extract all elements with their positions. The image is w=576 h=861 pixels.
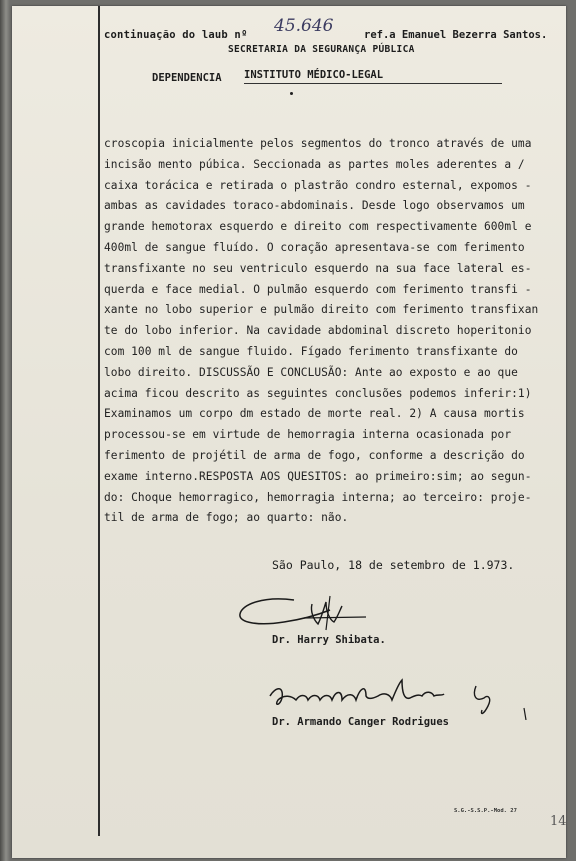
body-line: exame interno.RESPOSTA AOS QUESITOS: ao primeiro:sim; ao segun- xyxy=(104,469,532,483)
page-number-mark: 14 xyxy=(550,814,567,829)
left-margin-rule xyxy=(98,6,100,836)
body-line: do: Choque hemorragico, hemorragia interna; ao terceiro: proje- xyxy=(104,490,532,504)
continuation-label: continuação do laub nº xyxy=(104,29,248,41)
reference-line: ref.a Emanuel Bezerra Santos. xyxy=(364,29,548,41)
report-number-handwritten: 45.646 xyxy=(274,16,334,36)
body-line: grande hemotorax esquerdo e direito com respectivamente 600ml e xyxy=(104,220,532,234)
ink-dot xyxy=(290,92,293,95)
body-line: 400ml de sangue fluído. O coração apresentava-se com ferimento xyxy=(104,241,525,254)
body-line: incisão mento púbica. Seccionada as partes moles aderentes a / xyxy=(104,157,525,171)
body-line: querda e face medial. O pulmão esquerdo com ferimento transfi - xyxy=(104,282,532,296)
form-code: S.G.-S.S.P.-Mod. 27 xyxy=(454,808,517,814)
body-line: processou-se em virtude de hemorragia interna ocasionada por xyxy=(104,428,512,442)
signature-name-armando-canger-rodrigues: Dr. Armando Canger Rodrigues xyxy=(272,716,450,728)
date-line: São Paulo, 18 de setembro de 1.973. xyxy=(272,558,515,572)
body-line: Examinamos um corpo dm estado de morte real. 2) A causa mortis xyxy=(104,407,525,421)
signature-name-harry-shibata: Dr. Harry Shibata. xyxy=(272,634,386,646)
body-line: til de arma de fogo; ao quarto: não. xyxy=(104,511,349,525)
body-line: com 100 ml de sangue fluido. Fígado ferimento transfixante do xyxy=(104,345,518,358)
document-page xyxy=(12,6,566,858)
body-line: xante no lobo superior e pulmão direito com ferimento transfixan xyxy=(104,303,539,317)
signature-armando-canger-rodrigues xyxy=(262,672,532,720)
body-line: ambas as cavidades toraco-abdominais. Desde logo observamos um xyxy=(104,199,525,213)
body-line: transfixante no seu ventriculo esquerdo na sua face lateral es- xyxy=(104,261,532,275)
dependency-label: DEPENDENCIA xyxy=(152,72,222,84)
secretariat-title: SECRETARIA DA SEGURANÇA PÚBLICA xyxy=(228,44,415,55)
body-line: ferimento de projétil de arma de fogo, conforme a descrição do xyxy=(104,449,525,462)
dependency-value: INSTITUTO MÉDICO-LEGAL xyxy=(244,69,502,84)
body-line: acima ficou descrito as seguintes conclusões podemos inferir:1) xyxy=(104,386,532,400)
signature-harry-shibata xyxy=(234,590,384,638)
body-line: lobo direito. DISCUSSÃO E CONCLUSÃO: Ante ao exposto e ao que xyxy=(104,365,518,379)
body-line: caixa torácica e retirada o plastrão condro esternal, expomos - xyxy=(104,178,532,192)
body-line: te do lobo inferior. Na cavidade abdominal discreto hoperitonio xyxy=(104,324,532,338)
body-line: croscopia inicialmente pelos segmentos do tronco através de uma xyxy=(104,137,532,150)
